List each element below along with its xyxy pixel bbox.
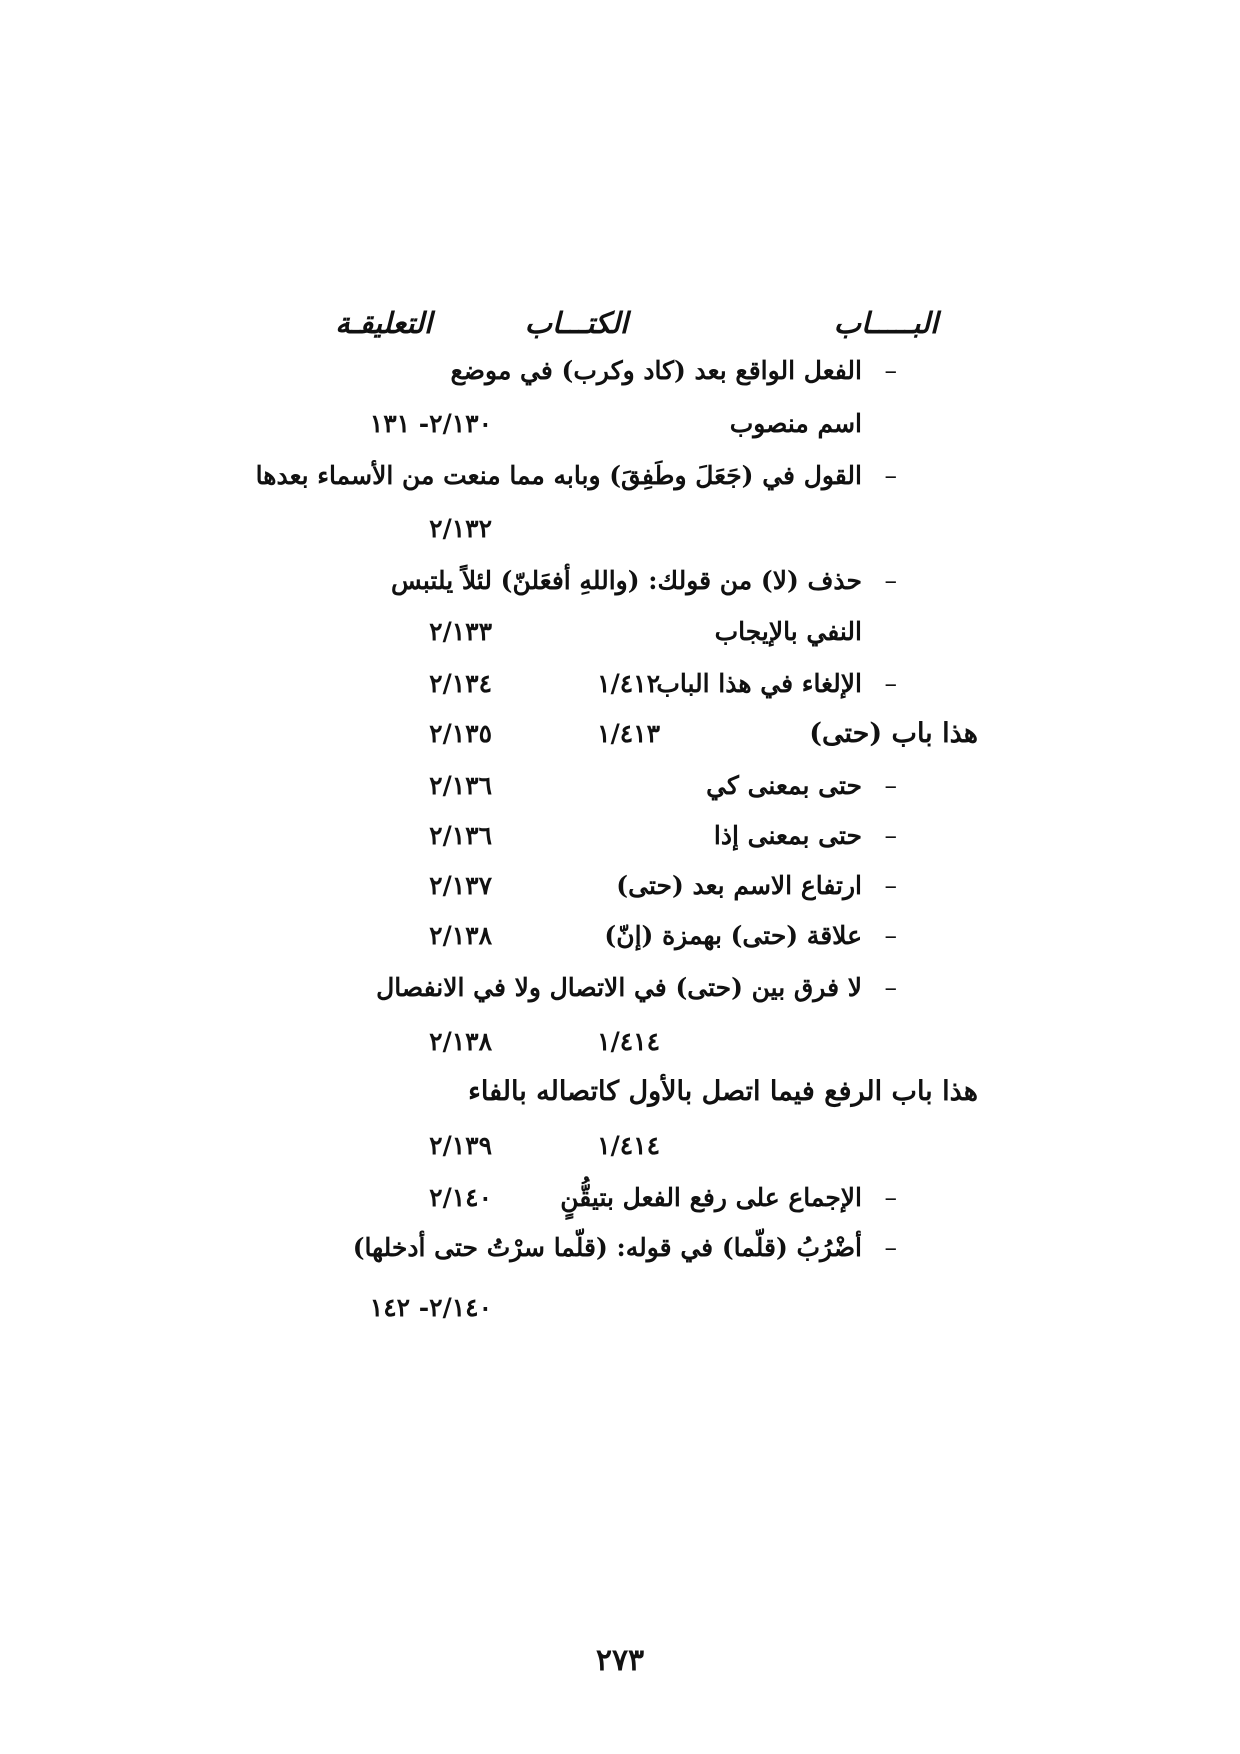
entry-taliqa-ref: ٢/١٣٥ [429,719,492,748]
entry-kitab-ref: ١/٤١٤ [597,1131,660,1160]
entry-dash: – [884,1183,897,1212]
entry-dash: – [884,973,897,1002]
entry-dash: – [884,871,897,900]
entry-kitab-ref: ١/٤١٢ [597,669,660,698]
index-entry [0,509,1240,549]
page-number: ٢٧٣ [595,1643,645,1678]
index-entry-heading [0,714,1240,754]
index-entry [0,1126,1240,1166]
index-entry [0,916,1240,956]
entry-text: لا فرق بين (حتى) في الاتصال ولا في الانفصال [376,973,862,1002]
index-entry [0,351,1240,391]
index-entry-heading [0,1072,1240,1112]
entry-dash: – [884,771,897,800]
entry-text: حذف (لا) من قولك: (واللهِ أفعَلنّ) لئلاً يلتبس [390,566,862,595]
entry-taliqa-ref: ٢/١٤٠ [429,1183,492,1212]
entry-taliqa-ref: ٢/١٣٠- ١٣١ [369,409,492,438]
entry-taliqa-ref: ٢/١٣٧ [429,871,492,900]
index-entry [0,968,1240,1008]
index-entry [0,612,1240,652]
entry-text: ارتفاع الاسم بعد (حتى) [616,871,862,900]
index-entry [0,456,1240,496]
column-header-kitab: الكتـــاب [524,306,628,340]
entry-dash: – [884,821,897,850]
entry-taliqa-ref: ٢/١٣٨ [429,1027,492,1056]
entry-heading-text: هذا باب الرفع فيما اتصل بالأول كاتصاله بالفاء [468,1076,978,1107]
entry-text: النفي بالإيجاب [714,617,862,646]
entry-taliqa-ref: ٢/١٣٦ [429,821,492,850]
column-header-taliqa: التعليقـة [335,306,432,340]
entry-taliqa-ref: ٢/١٣٨ [429,921,492,950]
entry-text: حتى بمعنى إذا [713,821,862,850]
index-entry [0,816,1240,856]
entry-taliqa-ref: ٢/١٣٢ [429,514,492,543]
entry-dash: – [884,1233,897,1262]
entry-dash: – [884,921,897,950]
entry-dash: – [884,669,897,698]
column-header-bab: البـــــاب [833,306,938,340]
index-entry [0,866,1240,906]
index-entry [0,766,1240,806]
entry-taliqa-ref: ٢/١٣٦ [429,771,492,800]
index-entry [0,561,1240,601]
index-entry [0,1022,1240,1062]
entry-text: حتى بمعنى كي [706,771,862,800]
entry-text: علاقة (حتى) بهمزة (إنّ) [604,921,862,950]
index-entry [0,404,1240,444]
entry-dash: – [884,356,897,385]
entry-text: الفعل الواقع بعد (كاد وكرب) في موضع [450,356,862,385]
entry-text: الإجماع على رفع الفعل بتيقُّنٍ [560,1183,862,1212]
index-entry [0,664,1240,704]
entry-text: أضْرُبُ (قلّما) في قوله: (قلّما سرْتُ حتى أدخلها) [352,1233,862,1262]
entry-dash: – [884,461,897,490]
entry-taliqa-ref: ٢/١٤٠- ١٤٢ [369,1293,492,1322]
index-entry [0,1178,1240,1218]
index-entry [0,1228,1240,1268]
entry-kitab-ref: ١/٤١٣ [597,719,660,748]
entry-text: القول في (جَعَلَ وطَفِقَ) وبابه مما منعت من الأسماء بعدها [255,461,862,490]
entry-taliqa-ref: ٢/١٣٣ [429,617,492,646]
entry-text: اسم منصوب [729,409,862,438]
entry-taliqa-ref: ٢/١٣٩ [429,1131,492,1160]
entry-heading-text: هذا باب (حتى) [809,718,978,749]
entry-dash: – [884,566,897,595]
entry-text: الإلغاء في هذا الباب [656,669,862,698]
entry-kitab-ref: ١/٤١٤ [597,1027,660,1056]
entry-taliqa-ref: ٢/١٣٤ [429,669,492,698]
index-entry [0,1288,1240,1328]
